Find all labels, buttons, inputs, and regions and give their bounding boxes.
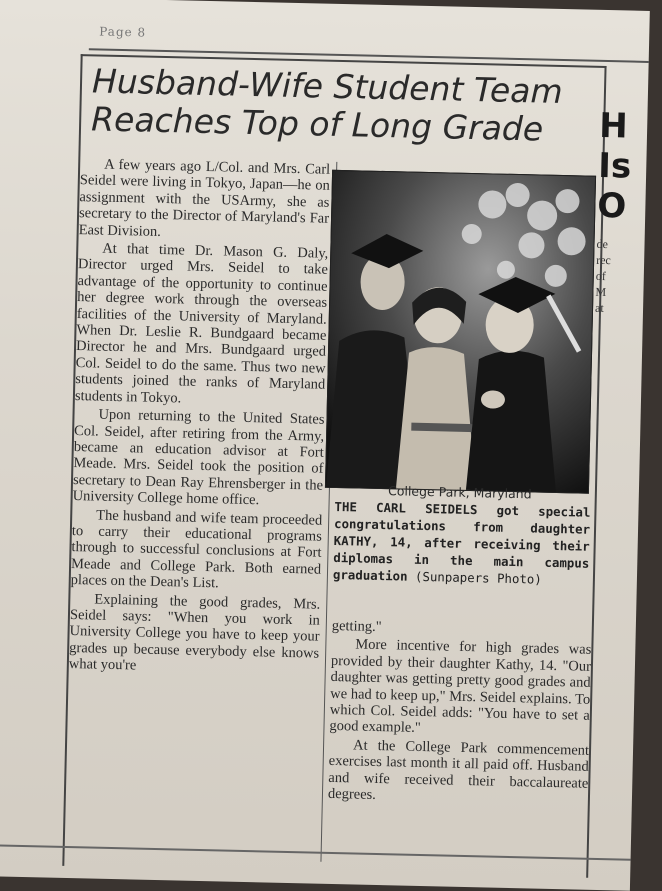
adjacent-headline-line: Is xyxy=(597,145,632,187)
adjacent-headline xyxy=(597,106,660,227)
right-column xyxy=(328,618,592,810)
adjacent-headline-line: O xyxy=(596,185,627,227)
left-column xyxy=(69,156,331,680)
continued-text: getting." xyxy=(331,617,382,636)
paragraph: At that time Dr. Mason G. Daly, Director urged Mrs. Seidel to take advantage of the opportunity to continue her degree work through the overseas facilities of the University of Maryland. When Dr. Leslie R. Bundgaard became Director he and Mrs. Bundgaard urged Col. Seidel to do the same. Thus two new students joined the ranks of Maryland students in Tokyo. xyxy=(74,240,329,407)
caption-text: THE CARL SEIDELS got special congratulations from daughter KATHY, 14, after receiving their diplomas in the main campus graduation xyxy=(332,498,591,584)
photo-image xyxy=(326,171,595,493)
adjacent-headline-line: H xyxy=(598,105,629,147)
paragraph: The husband and wife team proceeded to carry their educational programs through to successful conclusions at Fort Meade and College Park. Both earned places on the Dean's List. xyxy=(70,507,323,592)
headline-line-1: Husband-Wife Student Team xyxy=(91,61,564,112)
photo-credit: (Sunpapers Photo) xyxy=(414,568,542,587)
adjacent-text-line: M xyxy=(595,284,607,300)
graduation-photo xyxy=(325,170,596,494)
paragraph: A few years ago L/Col. and Mrs. Carl Seidel were living in Tokyo, Japan—he on assignment with the USArmy, she as secretary to the Director of Maryland's Far East Division. xyxy=(78,156,331,240)
adjacent-text-line: rec xyxy=(596,252,611,268)
page-number: Page 8 xyxy=(99,24,147,40)
adjacent-text xyxy=(595,236,657,317)
paragraph: More incentive for high grades was provided by their daughter Kathy, 14. "Our daughter was getting pretty good grades and we had to keep up," Mrs. Seidel explains. To which Col. Seidel adds: "You have to set a good example." xyxy=(329,636,592,737)
paragraph: Upon returning to the United States Col. Seidel, after retiring from the Army, became an education advisor at Fort Meade. Mrs. Seidel took the position of secretary to Dean Ray Ehrensberger in the University College home office. xyxy=(72,406,325,509)
article xyxy=(62,54,606,878)
headline xyxy=(91,62,593,149)
photo-caption xyxy=(333,498,591,589)
paragraph: At the College Park commencement exercises last month it all paid off. Husband and wife received their baccalaureate degrees. xyxy=(327,737,590,804)
headline-line-2: Reaches Top of Long Grade xyxy=(90,99,544,149)
photo-location: College Park, Maryland xyxy=(387,483,532,502)
adjacent-article xyxy=(595,106,660,317)
adjacent-text-line: at xyxy=(594,300,604,316)
adjacent-text-line: de xyxy=(596,236,609,252)
paragraph: Explaining the good grades, Mrs. Seidel says: "When you work in University College you have to keep your grades up because everybody else knows what you're xyxy=(68,591,321,674)
adjacent-text-line: of xyxy=(595,268,606,284)
